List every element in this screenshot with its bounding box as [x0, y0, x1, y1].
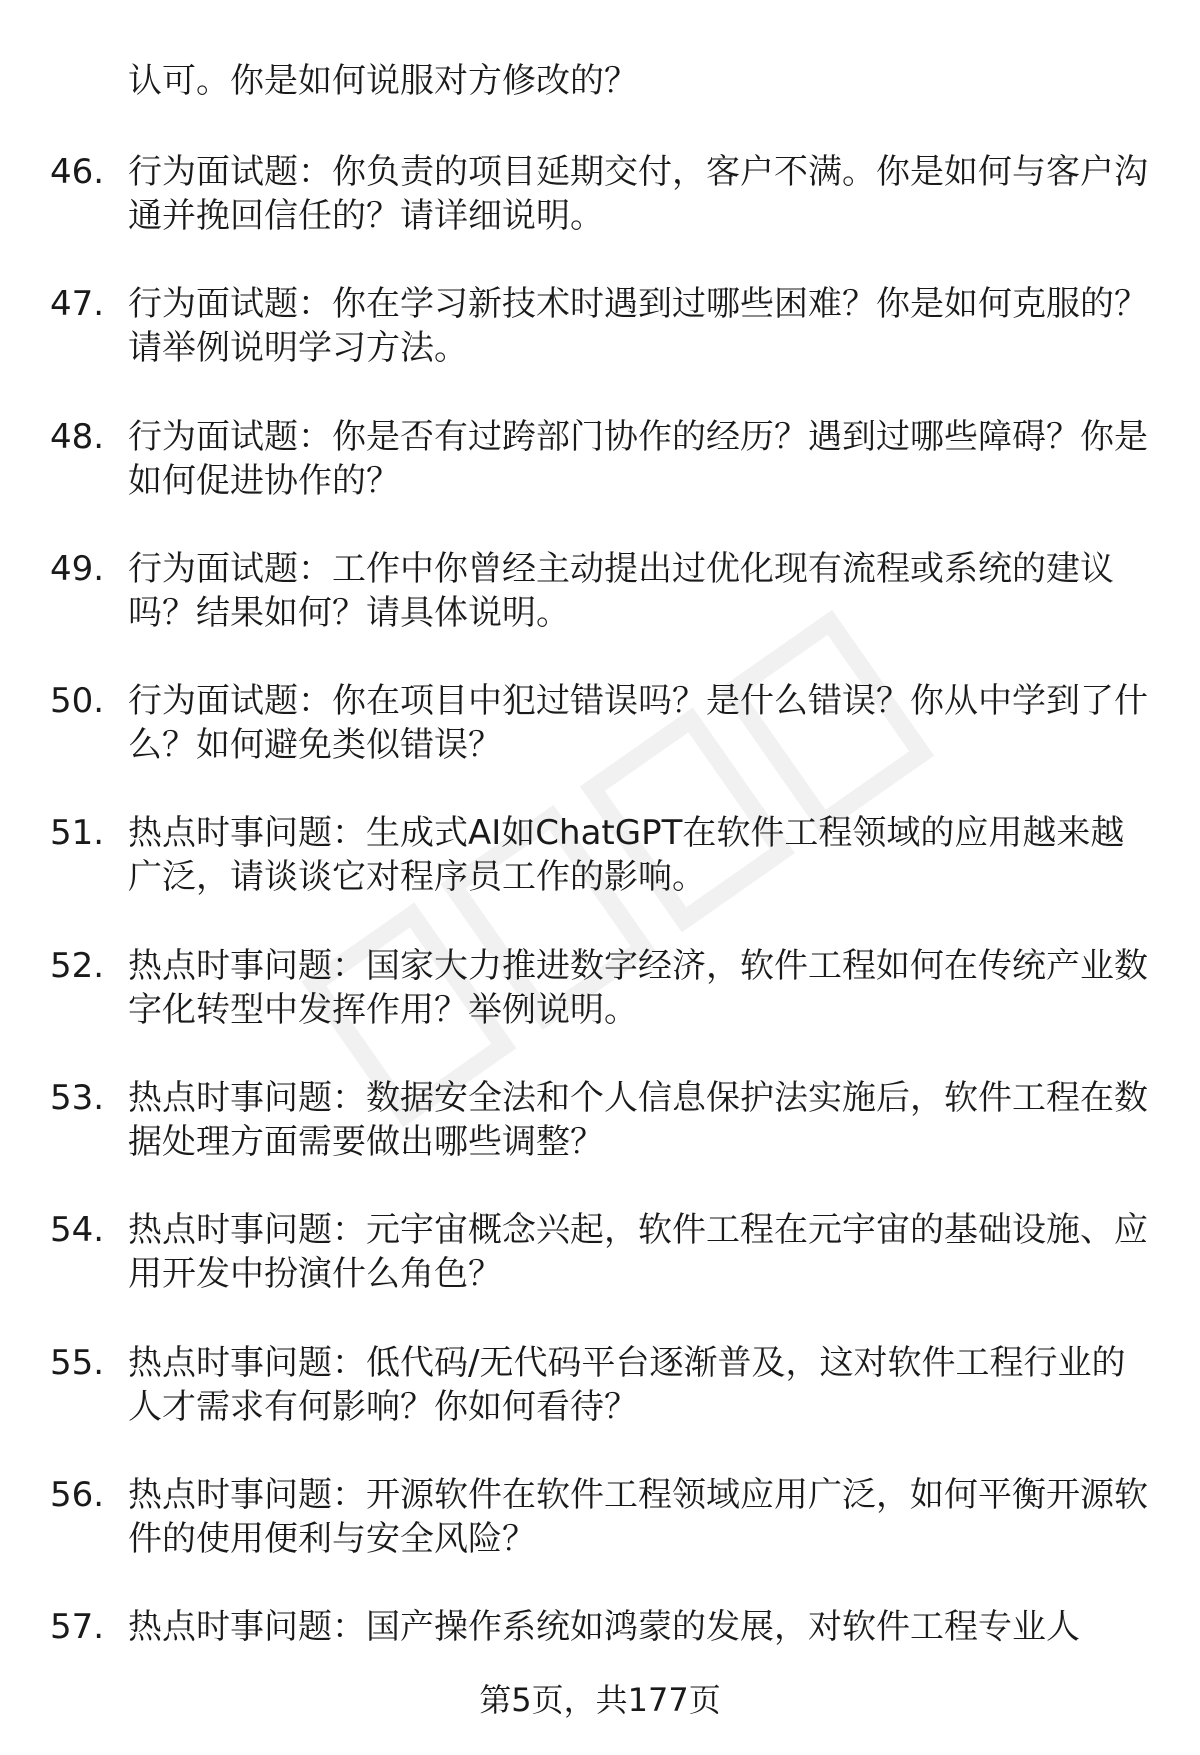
question-item [0, 547, 1200, 635]
question-item [0, 811, 1200, 899]
question-item [0, 1076, 1200, 1164]
continued-question-text: 认可。你是如何说服对方修改的？ [128, 61, 638, 101]
question-text: 热点时事问题：国家大力推进数字经济，软件工程如何在传统产业数字化转型中发挥作用？举例说明。 [128, 945, 1148, 1030]
question-number: 49. [50, 548, 105, 589]
question-item [0, 1341, 1200, 1429]
question-number: 57. [50, 1607, 105, 1648]
page-footer: 第5页，共177页 [479, 1681, 721, 1719]
question-item [0, 1208, 1200, 1296]
question-number: 47. [50, 284, 105, 325]
question-number: 55. [50, 1342, 105, 1383]
question-number: 54. [50, 1210, 105, 1251]
question-text: 行为面试题：工作中你曾经主动提出过优化现有流程或系统的建议吗？结果如何？请具体说明。 [128, 548, 1114, 633]
question-text: 行为面试题：你在学习新技术时遇到过哪些困难？你是如何克服的？请举例说明学习方法。 [128, 284, 1148, 369]
question-item [0, 150, 1200, 238]
question-item [0, 415, 1200, 503]
question-text: 热点时事问题：开源软件在软件工程领域应用广泛，如何平衡开源软件的使用便利与安全风险？ [128, 1474, 1148, 1559]
question-item [0, 944, 1200, 1032]
question-item [0, 1473, 1200, 1561]
question-text: 行为面试题：你负责的项目延期交付，客户不满。你是如何与客户沟通并挽回信任的？请详细说明。 [128, 152, 1148, 236]
question-text: 热点时事问题：数据安全法和个人信息保护法实施后，软件工程在数据处理方面需要做出哪些调整？ [128, 1078, 1148, 1163]
question-text: 热点时事问题：生成式AI如ChatGPT在软件工程领域的应用越来越广泛，请谈谈它对程序员工作的影响。 [128, 813, 1125, 898]
question-item [0, 679, 1200, 767]
question-text: 热点时事问题：低代码/无代码平台逐渐普及，这对软件工程行业的人才需求有何影响？你如何看待？ [128, 1342, 1126, 1427]
question-list [0, 150, 1200, 1738]
question-text: 热点时事问题：元宇宙概念兴起，软件工程在元宇宙的基础设施、应用开发中扮演什么角色？ [128, 1210, 1148, 1295]
question-number: 56. [50, 1474, 105, 1515]
question-number: 51. [50, 813, 105, 854]
question-text: 行为面试题：你是否有过跨部门协作的经历？遇到过哪些障碍？你是如何促进协作的？ [128, 416, 1148, 501]
question-text: 热点时事问题：国产操作系统如鸿蒙的发展，对软件工程专业人 [128, 1607, 1080, 1648]
question-item [0, 282, 1200, 370]
question-number: 53. [50, 1078, 105, 1119]
question-text: 行为面试题：你在项目中犯过错误吗？是什么错误？你从中学到了什么？如何避免类似错误？ [128, 681, 1148, 766]
question-number: 48. [50, 416, 105, 457]
question-number: 52. [50, 945, 105, 986]
question-number: 50. [50, 681, 105, 722]
question-number: 46. [50, 152, 105, 192]
